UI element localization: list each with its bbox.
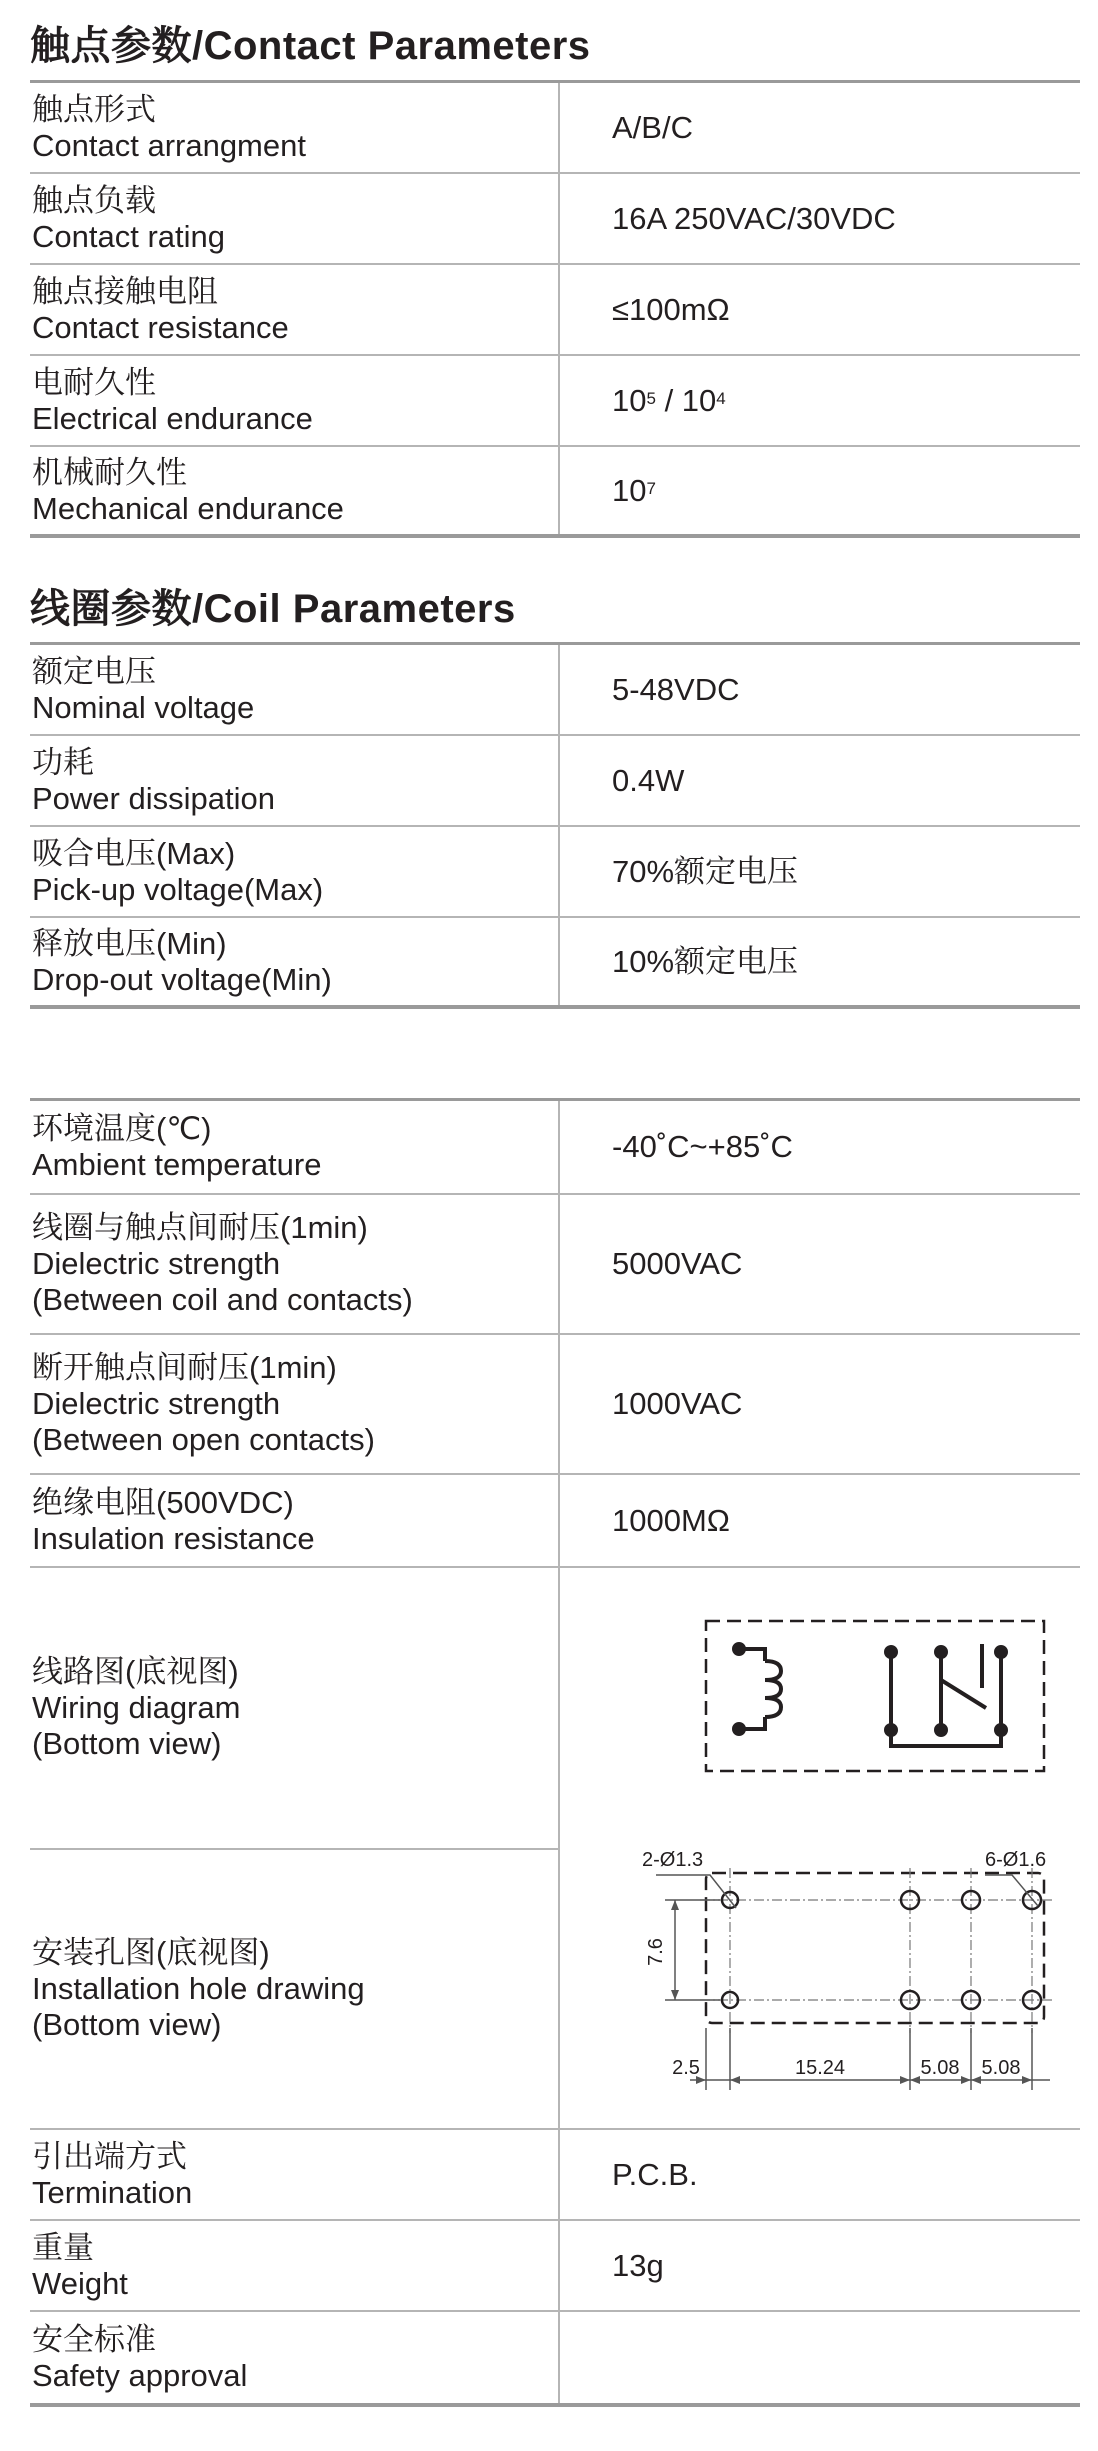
label-en: Pick-up voltage(Max) (32, 871, 324, 907)
large-hole-label: 6-Ø1.6 (985, 1849, 1047, 1871)
center-lines (700, 1868, 1054, 2033)
label-en: Termination (32, 2174, 193, 2210)
diagram-cell (560, 1568, 1080, 2128)
label-zh: 安全标准 (32, 2321, 156, 2357)
table-row (30, 1475, 1080, 1568)
label-zh: 安装孔图(底视图) (32, 1935, 270, 1970)
table-row (30, 1195, 1080, 1335)
value-exponent: 5 (646, 388, 656, 408)
label-zh: 额定电压 (32, 653, 156, 689)
wiring-diagram (706, 1621, 1044, 1771)
value: 1000MΩ (612, 1502, 730, 1538)
value: A/B/C (612, 109, 693, 145)
contact-symbol (886, 1644, 1006, 1746)
table-row (30, 736, 1080, 827)
value: P.C.B. (612, 2156, 698, 2192)
label-en: Ambient temperature (32, 1147, 322, 1182)
value: 10%额定电压 (612, 943, 799, 979)
label-zh: 触点形式 (32, 91, 156, 127)
label-zh: 断开触点间耐压(1min) (32, 1350, 337, 1385)
label-en-2: (Bottom view) (32, 1726, 222, 1761)
value: 70%额定电压 (612, 853, 799, 889)
small-hole-label: 2-Ø1.3 (642, 1849, 704, 1871)
label-en: Power dissipation (32, 780, 275, 816)
value: 16A 250VAC/30VDC (612, 200, 896, 236)
label-en: Contact rating (32, 218, 225, 254)
label-zh: 引出端方式 (32, 2138, 187, 2174)
label-en: Drop-out voltage(Min) (32, 961, 332, 997)
label-zh: 绝缘电阻(500VDC) (32, 1484, 294, 1520)
table-row (30, 174, 1080, 265)
table-row (30, 827, 1080, 918)
table-row (30, 83, 1080, 174)
label-zh: 触点接触电阻 (32, 273, 218, 309)
value (560, 447, 1080, 534)
label-en: Weight (32, 2265, 128, 2301)
value-exponent: 7 (646, 478, 656, 498)
table-row (30, 1101, 1080, 1195)
table-row (30, 356, 1080, 447)
relay-outline (706, 1621, 1044, 1771)
label-zh: 线圈与触点间耐压(1min) (32, 1210, 368, 1245)
label-zh: 线路图(底视图) (32, 1654, 239, 1689)
dim-c-label: 5.08 (920, 2057, 960, 2079)
label-en: Contact resistance (32, 309, 289, 345)
label-zh: 功耗 (32, 744, 94, 780)
hole-label (30, 1850, 558, 2128)
hole-drawing (642, 1849, 1054, 2090)
value-base: 10 (681, 382, 717, 418)
value: -40˚C~+85˚C (612, 1129, 793, 1164)
dim-a-label: 2.5 (672, 2057, 700, 2079)
label-en: Dielectric strength (32, 1246, 281, 1281)
coil-section-title: 线圈参数/Coil Parameters (30, 587, 516, 631)
value-exponent: 4 (716, 388, 726, 408)
label-en: Electrical endurance (32, 400, 313, 436)
value: 0.4W (612, 762, 685, 798)
label-en-2: (Between coil and contacts) (32, 1282, 413, 1317)
coil-table (30, 642, 1080, 1009)
table-row (30, 265, 1080, 356)
label-en-2: (Bottom view) (32, 2007, 222, 2042)
label-en: Insulation resistance (32, 1520, 315, 1556)
label-en: Wiring diagram (32, 1690, 241, 1725)
value: ≤100mΩ (612, 291, 730, 327)
holes (722, 1891, 1041, 2009)
label-zh: 机械耐久性 (32, 454, 187, 490)
label-en: Contact arrangment (32, 127, 306, 163)
label-en: Mechanical endurance (32, 490, 344, 526)
value: 5-48VDC (612, 671, 740, 707)
label-zh: 电耐久性 (32, 364, 156, 400)
label-en-2: (Between open contacts) (32, 1422, 375, 1457)
table-row (30, 645, 1080, 736)
label-zh: 重量 (32, 2229, 94, 2265)
label-zh: 触点负载 (32, 182, 156, 218)
contact-table (30, 80, 1080, 538)
value: 5000VAC (612, 1246, 743, 1281)
general-table (30, 1098, 1080, 2407)
dim-height-label: 7.6 (645, 1938, 667, 1966)
diagrams-svg (560, 1568, 1078, 2128)
value: 13g (612, 2247, 664, 2283)
table-row (30, 1335, 1080, 1475)
contact-section-title: 触点参数/Contact Parameters (30, 24, 591, 68)
table-row (30, 447, 1080, 538)
label-en: Nominal voltage (32, 689, 255, 725)
label-zh: 释放电压(Min) (32, 925, 227, 961)
value (560, 356, 1080, 445)
diagram-rows (30, 1568, 1080, 2130)
table-row (30, 2221, 1080, 2312)
label-en: Dielectric strength (32, 1386, 281, 1421)
dim-d-label: 5.08 (981, 2057, 1021, 2079)
value: 1000VAC (612, 1386, 743, 1421)
label-en: Installation hole drawing (32, 1971, 365, 2006)
dim-b-label: 15.24 (794, 2057, 846, 2079)
table-row (30, 918, 1080, 1009)
label-zh: 环境温度(℃) (32, 1111, 212, 1146)
value (560, 2312, 1080, 2403)
table-row (30, 2130, 1080, 2221)
value-base: 10 (612, 382, 647, 418)
label-zh: 吸合电压(Max) (32, 835, 236, 871)
label-en: Safety approval (32, 2357, 248, 2393)
table-row (30, 2312, 1080, 2407)
value-separator: / (655, 382, 682, 418)
value-base: 10 (612, 472, 647, 508)
arrowheads (671, 1900, 1032, 2084)
coil-symbol (734, 1644, 781, 1734)
wiring-label (30, 1568, 558, 1850)
